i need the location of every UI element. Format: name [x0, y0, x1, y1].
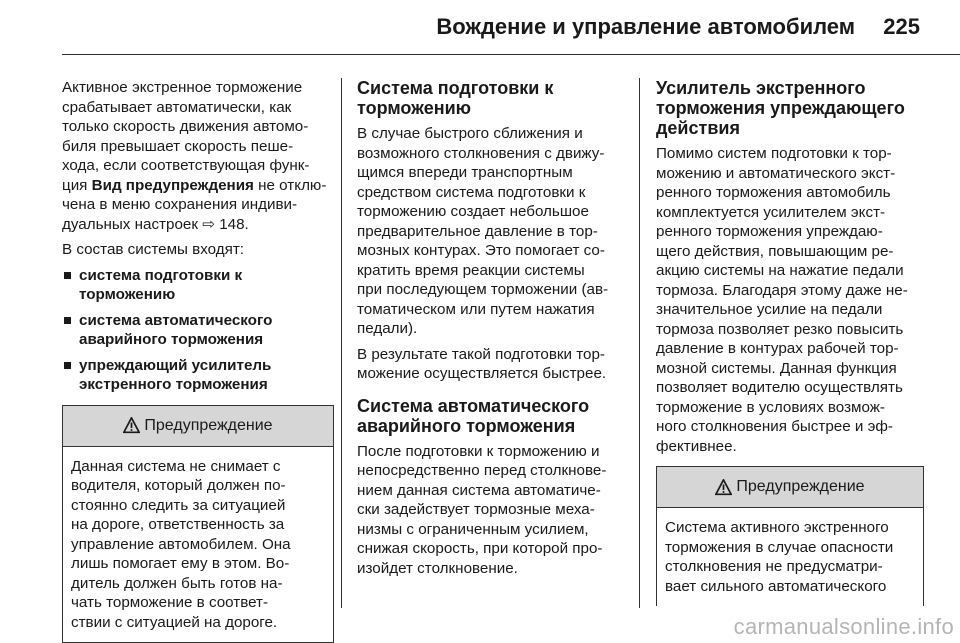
section-paragraph: После подготовки к торможению и непосредственно перед столкнове- нием данная система автоматиче- ски задействует тормозные меха- низмы с ограниченным усилием, снижая скорость, при которой про- изойдет столкновение. [357, 442, 627, 579]
column-divider-2 [639, 78, 640, 608]
warning-header [657, 467, 923, 508]
page-number: 225 [883, 14, 920, 40]
page-title: Вождение и управление автомобилем [436, 14, 855, 40]
bullet-square-icon [64, 272, 71, 279]
warning-triangle-icon [123, 417, 140, 434]
column-3 [656, 78, 924, 606]
warning-title: Предупреждение [144, 416, 272, 436]
settings-link[interactable]: Вид предупреждения [92, 177, 254, 194]
header-divider [62, 54, 960, 55]
warning-triangle-icon [715, 479, 732, 496]
warning-title: Предупреждение [736, 477, 864, 497]
warning-text: Данная система не снимает с водителя, который должен по- стоянно следить за ситуацией на дороге, ответственность за управление автомобилем. Она лишь помогает ему в этом. Во- дитель должен быть готов на- чать торможение в соответ- ствии с ситуацией на дороге. [63, 447, 333, 643]
warning-text: Система активного экстренного торможения в случае опасности столкновения не предусматри- вает сильного автоматического [657, 508, 923, 606]
list-item: система автоматического аварийного торможения [62, 311, 334, 350]
column-2 [357, 78, 627, 584]
column-1 [62, 78, 334, 643]
list-intro: В состав системы входят: [62, 240, 334, 260]
list-item: упреждающий усилитель экстренного торможения [62, 356, 334, 395]
section-paragraph: В случае быстрого сближения и возможного столкновения с движу- щимся впереди транспортным средством система подготовки к торможению создает небольшое предварительное давление в тор- мозных контурах. Это помогает со- кратить время реакции системы при последующем торможении (ав- томатическом или путем нажатия педали). [357, 124, 627, 339]
section-paragraph: Помимо систем подготовки к тор- можению и автоматического экст- ренного торможения автомобиль комплектуется усилителем экст- ренного торможения упреждаю- щего действия, повышающим ре- акцию системы на нажатие педали тормоза. Благодаря этому даже не- значительное усилие на педали тормоза позволяет резко повысить давление в контурах рабочей тор- мозной системы. Данная функция позволяет водителю осуществлять торможение в условиях возмож- ного столкновения быстрее и эф- фективнее. [656, 144, 924, 456]
bullet-square-icon [64, 362, 71, 369]
watermark: carmanualsonline.info [734, 614, 954, 640]
warning-header [63, 406, 333, 447]
intro-text: Активное экстренное торможение срабатывает автоматически, как только скорость движения автомо- биля превышает скорость пеше- хода, если соответствующая функ- ция [62, 79, 309, 194]
reference-arrow-icon: ⇨ [202, 216, 215, 233]
column-divider-1 [341, 78, 342, 608]
section-heading: Система подготовки к торможению [357, 78, 627, 118]
section-heading: Система автоматического аварийного торможения [357, 396, 627, 436]
page-reference[interactable]: 148. [219, 216, 249, 233]
component-list [62, 266, 334, 395]
section-paragraph: В результате такой подготовки тор- можение осуществляется быстрее. [357, 345, 627, 384]
warning-box [656, 466, 924, 606]
section-heading: Усилитель экстренного торможения упреждающего действия [656, 78, 924, 138]
warning-box [62, 405, 334, 643]
list-item: система подготовки к торможению [62, 266, 334, 305]
intro-paragraph [62, 78, 334, 234]
page-header [0, 0, 960, 56]
bullet-square-icon [64, 317, 71, 324]
intro-text-continued: не отклю- чена в меню сохранения индиви- дуальных настроек [62, 177, 326, 233]
